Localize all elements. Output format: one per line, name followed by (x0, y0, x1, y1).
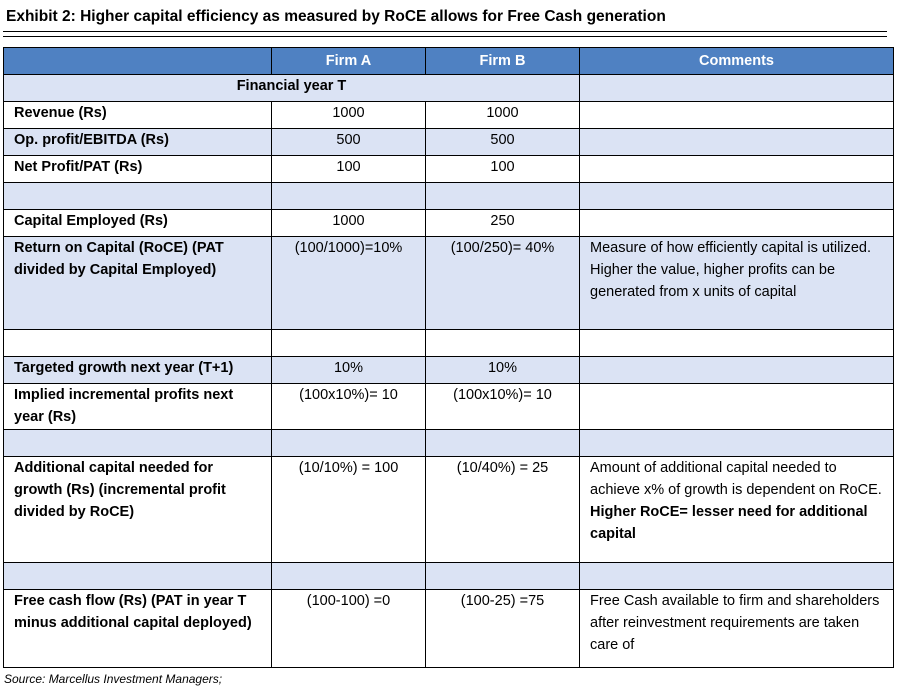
firm-b-value: (100/250)= 40% (426, 237, 580, 330)
comment-cell (580, 357, 894, 384)
comment-cell (580, 384, 894, 430)
firm-a-value: 1000 (272, 210, 426, 237)
firm-a-value: 1000 (272, 102, 426, 129)
row-label: Targeted growth next year (T+1) (4, 357, 272, 384)
comment-cell (580, 129, 894, 156)
comment-emphasis: Higher RoCE= lesser need for additional capital (590, 504, 868, 542)
firm-b-value: 500 (426, 129, 580, 156)
title-rule-top (3, 31, 887, 32)
firm-a-value: 100 (272, 156, 426, 183)
exhibit-title: Exhibit 2: Higher capital efficiency as measured by RoCE allows for Free Cash generation (6, 8, 666, 25)
row-label: Implied incremental profits next year (Rs) (4, 384, 272, 430)
row-label: Additional capital needed for growth (Rs) (incremental profit divided by RoCE) (4, 457, 272, 563)
comment-cell (580, 102, 894, 129)
comment-cell (580, 75, 894, 102)
firm-b-value: 10% (426, 357, 580, 384)
table-row-targeted-growth (4, 357, 894, 384)
table-row-net-profit (4, 156, 894, 183)
firm-a-value: (100/1000)=10% (272, 237, 426, 330)
financial-year-row (4, 75, 894, 102)
firm-a-value: 10% (272, 357, 426, 384)
table-row-free-cash-flow (4, 590, 894, 668)
header-row (4, 48, 894, 75)
header-comments: Comments (580, 48, 894, 75)
firm-b-value: 100 (426, 156, 580, 183)
table-row-additional-capital (4, 457, 894, 563)
spacer-row (4, 330, 894, 357)
row-label: Op. profit/EBITDA (Rs) (4, 129, 272, 156)
spacer-row (4, 563, 894, 590)
row-label: Revenue (Rs) (4, 102, 272, 129)
firm-a-value: 500 (272, 129, 426, 156)
comment-cell (580, 210, 894, 237)
spacer-row (4, 430, 894, 457)
row-label: Free cash flow (Rs) (PAT in year T minus additional capital deployed) (4, 590, 272, 668)
header-firm-a: Firm A (272, 48, 426, 75)
financial-year-label: Financial year T (4, 75, 580, 102)
comment-text: Amount of additional capital needed to achieve x% of growth is dependent on RoCE. (590, 460, 882, 498)
spacer-row (4, 183, 894, 210)
table-row-revenue (4, 102, 894, 129)
capital-efficiency-table (3, 47, 894, 668)
firm-a-value: (10/10%) = 100 (272, 457, 426, 563)
header-blank (4, 48, 272, 75)
firm-b-value: (100-25) =75 (426, 590, 580, 668)
table-row-capital-employed (4, 210, 894, 237)
firm-a-value: (100x10%)= 10 (272, 384, 426, 430)
comment-cell: Measure of how efficiently capital is utilized. Higher the value, higher profits can be generated from x units of capital (580, 237, 894, 330)
title-rule-bottom (3, 36, 887, 37)
firm-b-value: (10/40%) = 25 (426, 457, 580, 563)
row-label: Net Profit/PAT (Rs) (4, 156, 272, 183)
source-note: Source: Marcellus Investment Managers; (4, 672, 223, 686)
row-label: Return on Capital (RoCE) (PAT divided by Capital Employed) (4, 237, 272, 330)
firm-b-value: (100x10%)= 10 (426, 384, 580, 430)
table-row-op-profit (4, 129, 894, 156)
firm-a-value: (100-100) =0 (272, 590, 426, 668)
firm-b-value: 1000 (426, 102, 580, 129)
header-firm-b: Firm B (426, 48, 580, 75)
table-row-roce (4, 237, 894, 330)
comment-cell (580, 156, 894, 183)
comment-cell (580, 457, 894, 563)
firm-b-value: 250 (426, 210, 580, 237)
table-row-implied-profits (4, 384, 894, 430)
comment-cell: Free Cash available to firm and shareholders after reinvestment requirements are taken care of (580, 590, 894, 668)
row-label: Capital Employed (Rs) (4, 210, 272, 237)
